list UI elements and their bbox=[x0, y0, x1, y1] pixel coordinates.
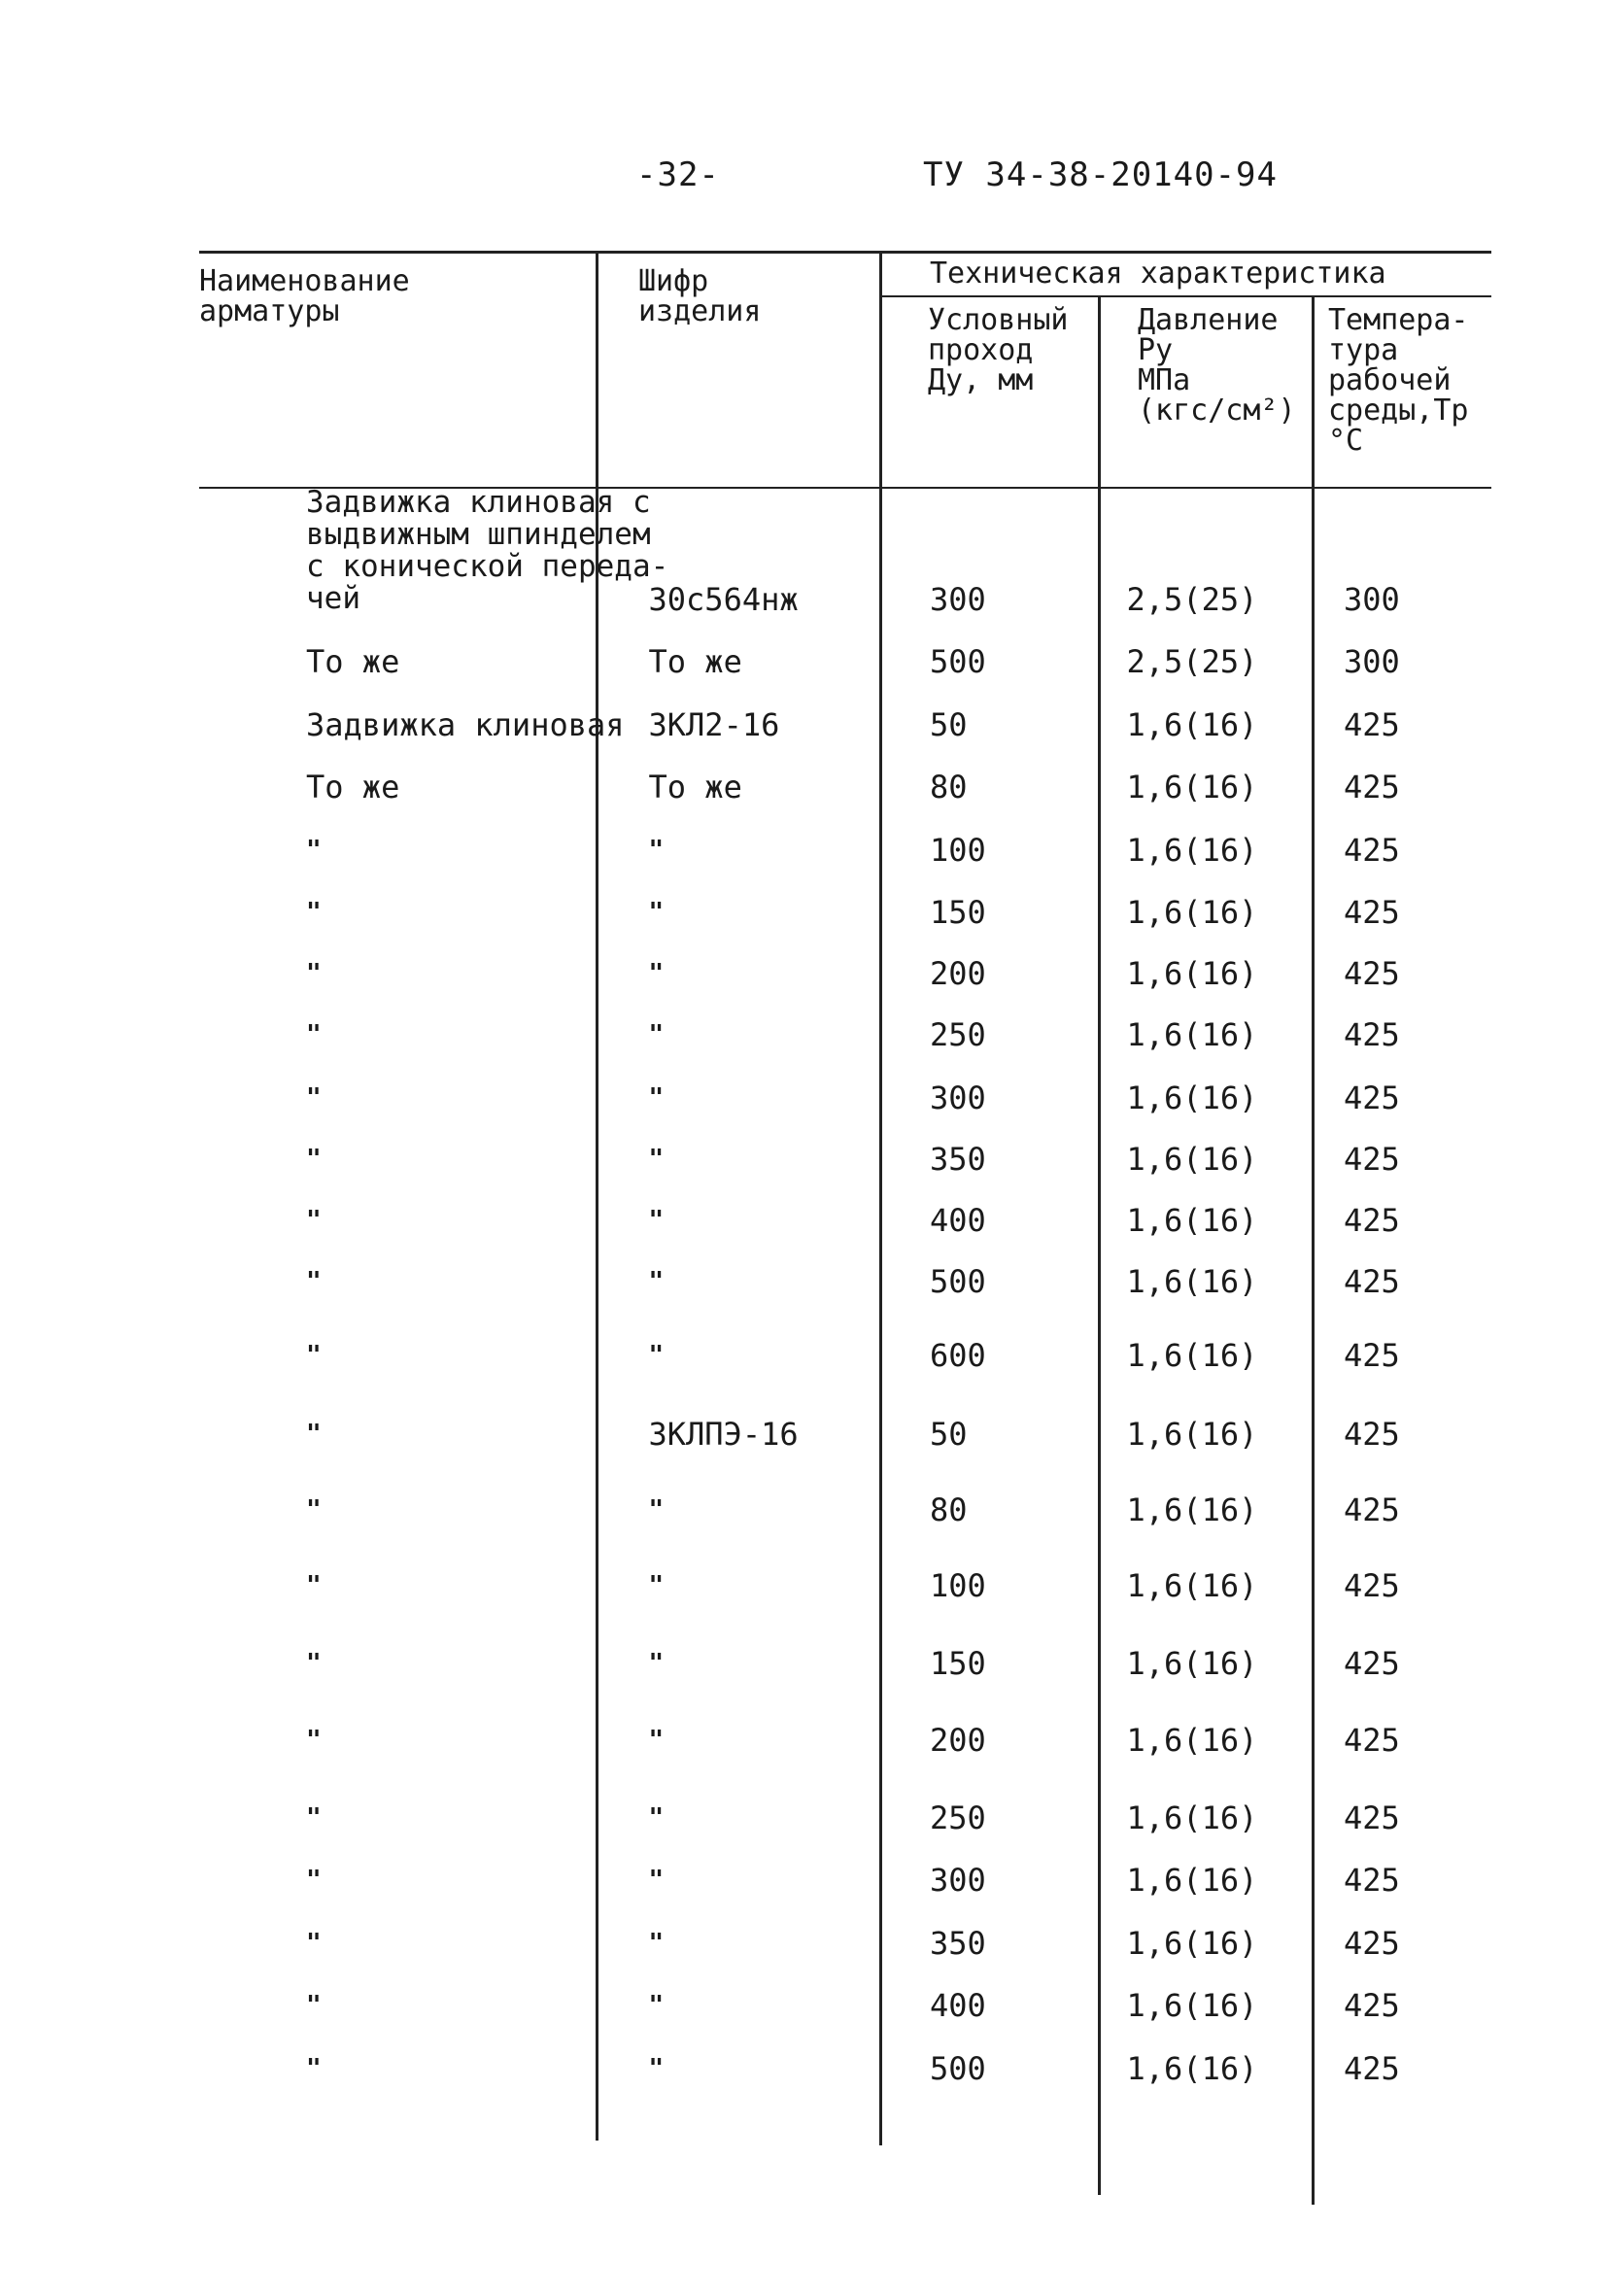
table-cell-pressure: 1,6(16) bbox=[1126, 1140, 1258, 1178]
table-cell-code: " bbox=[648, 1802, 665, 1833]
table-cell-pressure: 1,6(16) bbox=[1126, 1201, 1258, 1239]
table-cell-temp: 425 bbox=[1344, 1987, 1400, 2024]
table-cell-code: " bbox=[648, 1571, 665, 1600]
table-cell-dn: 150 bbox=[930, 1644, 986, 1682]
table-cell-temp: 425 bbox=[1344, 1924, 1400, 1962]
table-cell-name: " bbox=[306, 1205, 322, 1235]
column-header-characteristics: Техническая характеристика bbox=[930, 257, 1386, 291]
table-cell-code: " bbox=[648, 1866, 665, 1895]
table-cell-temp: 425 bbox=[1344, 1079, 1400, 1116]
table-cell-name: " bbox=[306, 1144, 322, 1174]
table-cell-dn: 100 bbox=[930, 1567, 986, 1604]
table-cell-code: " bbox=[648, 1205, 665, 1235]
table-cell-temp: 425 bbox=[1344, 1491, 1400, 1528]
specification-table bbox=[199, 251, 1491, 2145]
table-cell-code: " bbox=[648, 1726, 665, 1755]
column-header-diameter: Условный проход Ду, мм bbox=[928, 303, 1069, 397]
table-cell-temp: 425 bbox=[1344, 769, 1400, 805]
column-header-temperature: Темпера- тура рабочей среды,Тр °С bbox=[1328, 303, 1469, 458]
table-cell-code: " bbox=[648, 959, 665, 988]
table-cell-code: " bbox=[648, 1082, 665, 1113]
table-cell-pressure: 1,6(16) bbox=[1126, 1924, 1258, 1962]
table-cell-code: ЗКЛПЭ-16 bbox=[648, 1416, 799, 1453]
column-divider bbox=[879, 251, 882, 2145]
column-header-pressure: Давление Ру МПа (кгс/см²) bbox=[1138, 303, 1296, 428]
table-cell-pressure: 1,6(16) bbox=[1126, 1016, 1258, 1053]
table-cell-pressure: 1,6(16) bbox=[1126, 831, 1258, 869]
table-cell-pressure: 1,6(16) bbox=[1126, 1567, 1258, 1604]
table-cell-name: " bbox=[306, 2053, 322, 2083]
table-cell-name: " bbox=[306, 1420, 322, 1449]
table-cell-pressure: 1,6(16) bbox=[1126, 1262, 1258, 1300]
table-cell-name: " bbox=[306, 1495, 322, 1525]
table-cell-temp: 300 bbox=[1344, 643, 1400, 680]
table-cell-dn: 200 bbox=[930, 955, 986, 992]
table-cell-code: " bbox=[648, 835, 665, 865]
table-cell-name: " bbox=[306, 1802, 322, 1833]
page-number: -32- bbox=[636, 155, 720, 194]
table-cell-pressure: 1,6(16) bbox=[1126, 2049, 1258, 2087]
table-cell-dn: 200 bbox=[930, 1722, 986, 1759]
table-cell-temp: 425 bbox=[1344, 955, 1400, 992]
table-cell-name: То же bbox=[306, 769, 400, 805]
table-cell-dn: 300 bbox=[930, 1079, 986, 1116]
table-cell-temp: 425 bbox=[1344, 1416, 1400, 1453]
table-cell-temp: 425 bbox=[1344, 831, 1400, 869]
table-cell-code: " bbox=[648, 1495, 665, 1525]
table-cell-dn: 100 bbox=[930, 831, 986, 869]
table-cell-temp: 425 bbox=[1344, 1644, 1400, 1682]
table-cell-dn: 350 bbox=[930, 1924, 986, 1962]
table-cell-code: " bbox=[648, 1144, 665, 1174]
table-cell-temp: 425 bbox=[1344, 1201, 1400, 1239]
table-cell-pressure: 1,6(16) bbox=[1126, 705, 1258, 743]
table-cell-dn: 600 bbox=[930, 1337, 986, 1374]
table-cell-dn: 300 bbox=[930, 1862, 986, 1899]
table-cell-temp: 425 bbox=[1344, 1722, 1400, 1759]
table-cell-dn: 250 bbox=[930, 1016, 986, 1053]
table-cell-pressure: 1,6(16) bbox=[1126, 1862, 1258, 1899]
table-cell-dn: 300 bbox=[930, 580, 986, 618]
table-cell-pressure: 1,6(16) bbox=[1126, 1799, 1258, 1836]
table-cell-dn: 150 bbox=[930, 894, 986, 931]
table-cell-name: " bbox=[306, 1866, 322, 1895]
table-cell-pressure: 1,6(16) bbox=[1126, 1644, 1258, 1682]
document-code: ТУ 34-38-20140-94 bbox=[923, 155, 1278, 194]
table-cell-name: " bbox=[306, 1648, 322, 1678]
table-cell-dn: 50 bbox=[930, 705, 968, 743]
table-cell-name: " bbox=[306, 1571, 322, 1600]
table-cell-temp: 425 bbox=[1344, 894, 1400, 931]
column-divider bbox=[1098, 295, 1101, 2195]
table-cell-name: " bbox=[306, 1266, 322, 1296]
table-cell-code: " bbox=[648, 1020, 665, 1049]
table-cell-temp: 425 bbox=[1344, 1337, 1400, 1374]
table-cell-pressure: 1,6(16) bbox=[1126, 1987, 1258, 2024]
table-cell-code: 30с564нж bbox=[648, 580, 799, 618]
table-cell-name: " bbox=[306, 1341, 322, 1370]
table-cell-code: То же bbox=[648, 769, 742, 805]
table-cell-pressure: 1,6(16) bbox=[1126, 1491, 1258, 1528]
table-cell-code: " bbox=[648, 2053, 665, 2083]
table-cell-name: " bbox=[306, 1928, 322, 1958]
column-divider bbox=[1312, 295, 1315, 2205]
table-top-rule bbox=[199, 251, 1491, 254]
table-cell-dn: 80 bbox=[930, 769, 968, 805]
table-cell-temp: 425 bbox=[1344, 705, 1400, 743]
table-cell-pressure: 2,5(25) bbox=[1126, 643, 1258, 680]
table-cell-dn: 350 bbox=[930, 1140, 986, 1178]
table-cell-temp: 425 bbox=[1344, 1016, 1400, 1053]
table-cell-pressure: 2,5(25) bbox=[1126, 580, 1258, 618]
table-cell-name: Задвижка клиновая bbox=[306, 705, 625, 743]
table-cell-dn: 500 bbox=[930, 2049, 986, 2087]
column-header-name: Наименование арматуры bbox=[199, 264, 410, 328]
table-cell-temp: 425 bbox=[1344, 1140, 1400, 1178]
table-cell-temp: 425 bbox=[1344, 1567, 1400, 1604]
table-cell-code: " bbox=[648, 1928, 665, 1958]
table-cell-pressure: 1,6(16) bbox=[1126, 769, 1258, 805]
table-cell-code: " bbox=[648, 1991, 665, 2020]
table-cell-name: То же bbox=[306, 643, 400, 680]
table-cell-name: " bbox=[306, 1726, 322, 1755]
table-cell-dn: 400 bbox=[930, 1201, 986, 1239]
table-cell-pressure: 1,6(16) bbox=[1126, 894, 1258, 931]
group-header-rule bbox=[879, 295, 1491, 297]
table-cell-code: " bbox=[648, 898, 665, 927]
table-cell-pressure: 1,6(16) bbox=[1126, 1416, 1258, 1453]
table-cell-temp: 425 bbox=[1344, 2049, 1400, 2087]
table-cell-dn: 80 bbox=[930, 1491, 968, 1528]
table-cell-name: " bbox=[306, 1082, 322, 1113]
table-cell-dn: 500 bbox=[930, 1262, 986, 1300]
table-cell-pressure: 1,6(16) bbox=[1126, 955, 1258, 992]
table-cell-name: " bbox=[306, 959, 322, 988]
table-cell-temp: 425 bbox=[1344, 1262, 1400, 1300]
table-cell-temp: 425 bbox=[1344, 1799, 1400, 1836]
table-cell-name: " bbox=[306, 1991, 322, 2020]
table-cell-code: " bbox=[648, 1648, 665, 1678]
table-cell-temp: 300 bbox=[1344, 580, 1400, 618]
table-cell-pressure: 1,6(16) bbox=[1126, 1337, 1258, 1374]
table-cell-dn: 400 bbox=[930, 1987, 986, 2024]
table-cell-name: " bbox=[306, 1020, 322, 1049]
table-cell-code: " bbox=[648, 1341, 665, 1370]
table-cell-dn: 50 bbox=[930, 1416, 968, 1453]
table-cell-name: " bbox=[306, 898, 322, 927]
table-cell-dn: 250 bbox=[930, 1799, 986, 1836]
table-cell-code: " bbox=[648, 1266, 665, 1296]
table-cell-pressure: 1,6(16) bbox=[1126, 1722, 1258, 1759]
table-cell-temp: 425 bbox=[1344, 1862, 1400, 1899]
column-header-code: Шифр изделия bbox=[638, 264, 762, 328]
table-cell-pressure: 1,6(16) bbox=[1126, 1079, 1258, 1116]
table-cell-name: Задвижка клиновая с выдвижным шпинделем с конической переда- чей bbox=[306, 484, 669, 616]
table-cell-code: То же bbox=[648, 643, 742, 680]
table-cell-dn: 500 bbox=[930, 643, 986, 680]
table-cell-code: ЗКЛ2-16 bbox=[648, 705, 780, 743]
table-cell-name: " bbox=[306, 835, 322, 865]
